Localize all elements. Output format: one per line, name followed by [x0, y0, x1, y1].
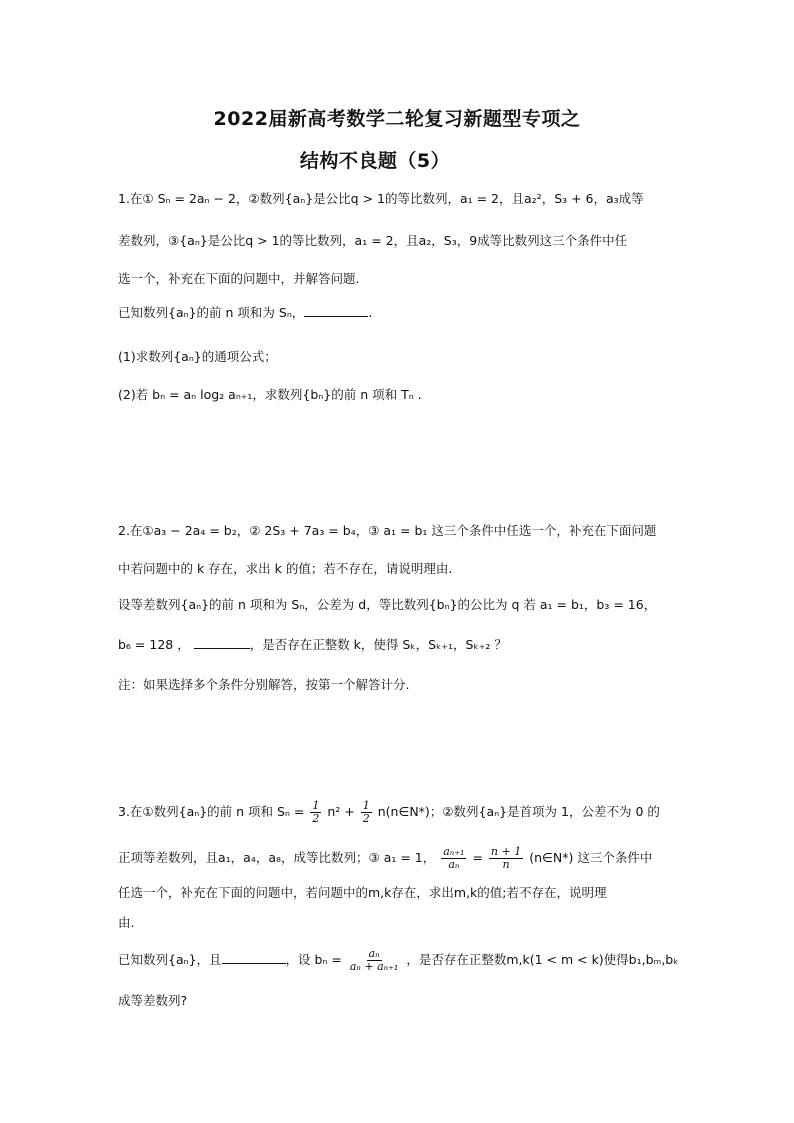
q1-line-2: 差数列，③{aₙ}是公比q > 1的等比数列，a₁ = 2，且a₂，S₃，9成等比数列这三个条件中任: [118, 233, 628, 248]
fraction-numerator: n + 1: [490, 845, 522, 858]
q1-part-1: (1)求数列{aₙ}的通项公式；: [118, 349, 277, 364]
fraction-denominator: 2: [362, 812, 370, 825]
q3-line-4: 由.: [118, 915, 135, 930]
fraction-numerator: 1: [312, 799, 320, 812]
q1-line-4: [118, 304, 738, 322]
q3-line-1-a: 3.在①数列{aₙ}的前 n 项和 Sₙ =: [118, 804, 305, 819]
fraction-ratio: [441, 846, 466, 871]
q3-line-2-b: =: [472, 850, 483, 865]
q2-line-4-text: b₆ = 128 ，: [118, 637, 190, 652]
document-subtitle: 结构不良题（5）: [299, 150, 451, 172]
q2-line-4-end: ，是否存在正整数 k，使得 Sₖ，Sₖ₊₁，Sₖ₊₂ ？: [249, 637, 507, 652]
q2-note: 注：如果选择多个条件分别解答，按第一个解答计分.: [118, 677, 410, 692]
fraction-numerator: aₙ₊₁: [443, 845, 465, 858]
q1-part-2: (2)若 bₙ = aₙ log₂ aₙ₊₁，求数列{bₙ}的前 n 项和 Tₙ .: [118, 387, 422, 402]
q3-line-5-b: ，设 bₙ =: [285, 952, 342, 967]
fraction-denominator: aₙ: [448, 858, 460, 871]
fraction-denominator: n: [502, 858, 510, 871]
q3-line-5-a: 已知数列{aₙ}，且: [118, 952, 222, 967]
q2-answer-blank[interactable]: [194, 636, 250, 649]
q3-line-5-c: ，是否存在正整数m,k(1 < m < k)使得b₁,bₘ,bₖ: [406, 952, 679, 967]
q3-answer-blank[interactable]: [222, 951, 286, 964]
q3-line-1-c: n(n∈N*)；②数列{aₙ}是首项为 1，公差不为 0 的: [377, 804, 660, 819]
q3-line-2: [118, 846, 738, 871]
q2-line-4: [118, 636, 738, 654]
q1-line-4-text: 已知数列{aₙ}的前 n 项和为 Sₙ，: [118, 305, 305, 320]
q2-line-2: 中若问题中的 k 存在，求出 k 的值；若不存在，请说明理由.: [118, 561, 453, 576]
q3-line-2-a: 正项等差数列，且a₁，a₄，a₈，成等比数列；③ a₁ = 1，: [118, 850, 436, 865]
q3-line-2-c: (n∈N*) 这三个条件中: [529, 850, 653, 865]
fraction-bn: [348, 948, 400, 973]
fraction-denominator: aₙ + aₙ₊₁: [349, 960, 399, 973]
q1-answer-blank[interactable]: [304, 304, 368, 317]
fraction-n-ratio: [489, 846, 523, 871]
fraction-numerator: aₙ: [368, 947, 380, 960]
q1-line-1: 1.在① Sₙ = 2aₙ − 2，②数列{aₙ}是公比q > 1的等比数列，a₁ = 2，且a₂²，S₃ + 6，a₃成等: [118, 191, 644, 206]
q3-line-1: [118, 800, 738, 825]
fraction-half-1: [310, 800, 321, 825]
q3-line-6: 成等差数列?: [118, 993, 188, 1008]
q1-line-3: 选一个，补充在下面的问题中，并解答问题.: [118, 271, 360, 286]
fraction-half-2: [361, 800, 372, 825]
q3-line-5: [118, 948, 738, 973]
q1-line-4-end: .: [368, 305, 373, 320]
q2-line-3: 设等差数列{aₙ}的前 n 项和为 Sₙ，公差为 d，等比数列{bₙ}的公比为 q 若 a₁ = b₁，b₃ = 16，: [118, 597, 657, 612]
fraction-numerator: 1: [362, 799, 370, 812]
q3-line-3: 任选一个，补充在下面的问题中，若问题中的m,k存在，求出m,k的值;若不存在，说明理: [118, 885, 607, 900]
q2-line-1: 2.在①a₃ − 2a₄ = b₂，② 2S₃ + 7a₃ = b₄，③ a₁ = b₁ 这三个条件中任选一个，补充在下面问题: [118, 523, 657, 538]
q3-line-1-b: n² +: [327, 804, 355, 819]
fraction-denominator: 2: [312, 812, 320, 825]
document-title: 2022届新高考数学二轮复习新题型专项之: [213, 108, 581, 130]
